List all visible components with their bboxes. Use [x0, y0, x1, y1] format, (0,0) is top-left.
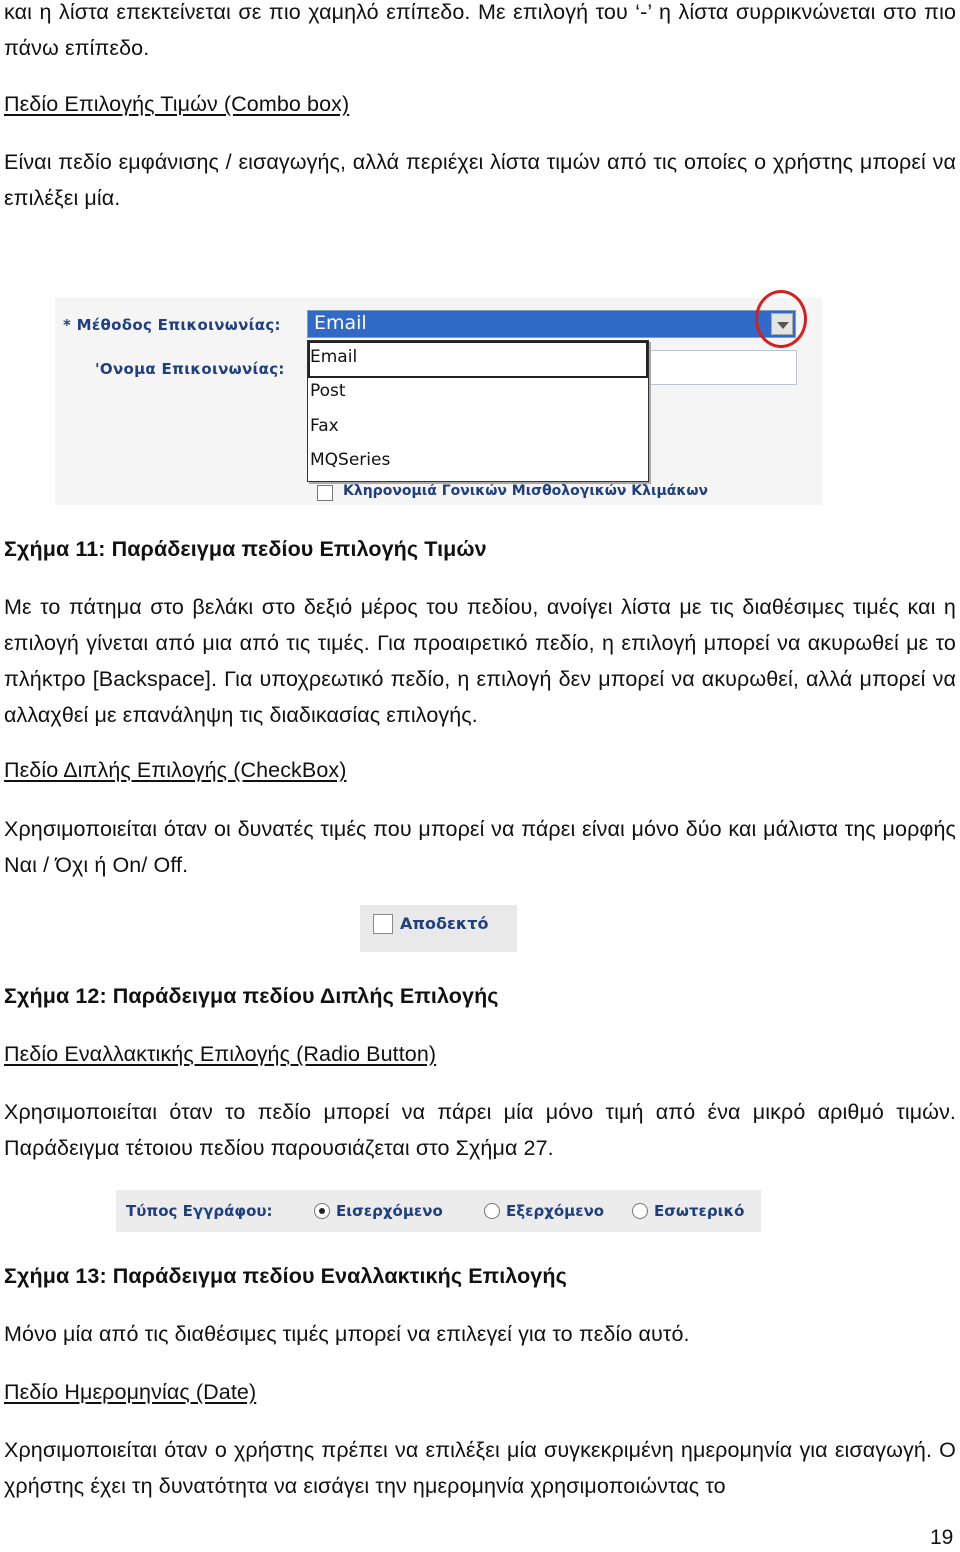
caption-figure-11: Σχήμα 11: Παράδειγμα πεδίου Επιλογής Τιμών — [4, 537, 487, 561]
option-mqseries[interactable]: MQSeries — [310, 450, 391, 470]
radio-incoming[interactable] — [314, 1203, 330, 1219]
highlight-circle — [755, 290, 807, 348]
accepted-checkbox[interactable] — [373, 914, 393, 934]
label-contact-name: 'Ονομα Επικοινωνίας: — [95, 360, 285, 378]
option-email[interactable]: Email — [310, 347, 358, 367]
radio-internal[interactable] — [632, 1203, 648, 1219]
figure-checkbox-screenshot — [360, 905, 517, 952]
heading-radio-button: Πεδίο Εναλλακτικής Επιλογής (Radio Button) — [4, 1042, 437, 1066]
combo-dropdown-list[interactable] — [307, 340, 649, 482]
paragraph-checkbox-description: Χρησιμοποιείται όταν οι δυνατές τιμές που μπορεί να πάρει είναι μόνο δύο και μάλιστα της μορφής Ναι / Όχι ή On/ Off. — [4, 817, 956, 877]
radio-internal-label: Εσωτερικό — [654, 1202, 745, 1220]
heading-date: Πεδίο Ημερομηνίας (Date) — [4, 1380, 257, 1404]
paragraph-date-description: Χρησιμοποιείται όταν ο χρήστης πρέπει να επιλέξει μία συγκεκριμένη ημερομηνία για εισαγωγή. Ο χρήστης έχει τη δυνατότητα να εισάγει την ημερομηνία χρησιμοποιώντας το — [4, 1438, 956, 1498]
radio-incoming-label: Εισερχόμενο — [336, 1202, 443, 1220]
option-post[interactable]: Post — [310, 381, 346, 401]
checkbox-label: Αποδεκτό — [400, 914, 489, 933]
paragraph-intro: και η λίστα επεκτείνεται σε πιο χαμηλό επίπεδο. Με επιλογή του ‘-’ η λίστα συρρικνώνεται στο πιο πάνω επίπεδο. — [4, 0, 956, 60]
combo-selected-value: Email — [314, 312, 367, 334]
inherit-checkbox[interactable] — [317, 485, 333, 501]
page-number: 19 — [930, 1526, 954, 1549]
contact-name-input[interactable] — [645, 350, 797, 385]
paragraph-radio-description: Χρησιμοποιείται όταν το πεδίο μπορεί να πάρει μία μόνο τιμή από ένα μικρό αριθμό τιμών. Παράδειγμα τέτοιου πεδίου παρουσιάζεται στο Σχήμα 27. — [4, 1100, 956, 1160]
caption-figure-12: Σχήμα 12: Παράδειγμα πεδίου Διπλής Επιλογής — [4, 984, 499, 1008]
paragraph-combo-usage: Με το πάτημα στο βελάκι στο δεξιό μέρος του πεδίου, ανοίγει λίστα με τις διαθέσιμες τιμές και η επιλογή γίνεται από μια από τις τιμές. Για προαιρετικό πεδίο, η επιλογή μπορεί να ακυρωθεί με το πλήκτρο [Backspace]. Για υποχρεωτικό πεδίο, η επιλογή δεν μπορεί να ακυρωθεί, αλλά μπορεί να αλλαχθεί με επανάληψη τις διαδικασίας επιλογής. — [4, 595, 956, 727]
paragraph-combo-description: Είναι πεδίο εμφάνισης / εισαγωγής, αλλά περιέχει λίστα τιμών από τις οποίες ο χρήστης μπορεί να επιλέξει μία. — [4, 150, 956, 210]
paragraph-radio-note: Μόνο μία από τις διαθέσιμες τιμές μπορεί να επιλεγεί για το πεδίο αυτό. — [4, 1322, 690, 1346]
heading-checkbox: Πεδίο Διπλής Επιλογής (CheckBox) — [4, 758, 347, 782]
option-fax[interactable]: Fax — [310, 416, 339, 436]
label-contact-method: * Μέθοδος Επικοινωνίας: — [63, 316, 281, 334]
heading-combo-box: Πεδίο Επιλογής Τιμών (Combo box) — [4, 92, 350, 116]
caption-figure-13: Σχήμα 13: Παράδειγμα πεδίου Εναλλακτικής Επιλογής — [4, 1264, 567, 1288]
contact-method-combo[interactable] — [307, 310, 796, 338]
document-type-label: Τύπος Εγγράφου: — [126, 1202, 273, 1220]
figure-radio-screenshot — [116, 1190, 761, 1232]
inherit-label: Κληρονομιά Γονικών Μισθολογικών Κλιμάκων — [343, 483, 709, 499]
radio-outgoing[interactable] — [484, 1203, 500, 1219]
selected-option-outline — [308, 341, 648, 378]
figure-combo-box-screenshot — [55, 298, 822, 505]
radio-outgoing-label: Εξερχόμενο — [506, 1202, 605, 1220]
